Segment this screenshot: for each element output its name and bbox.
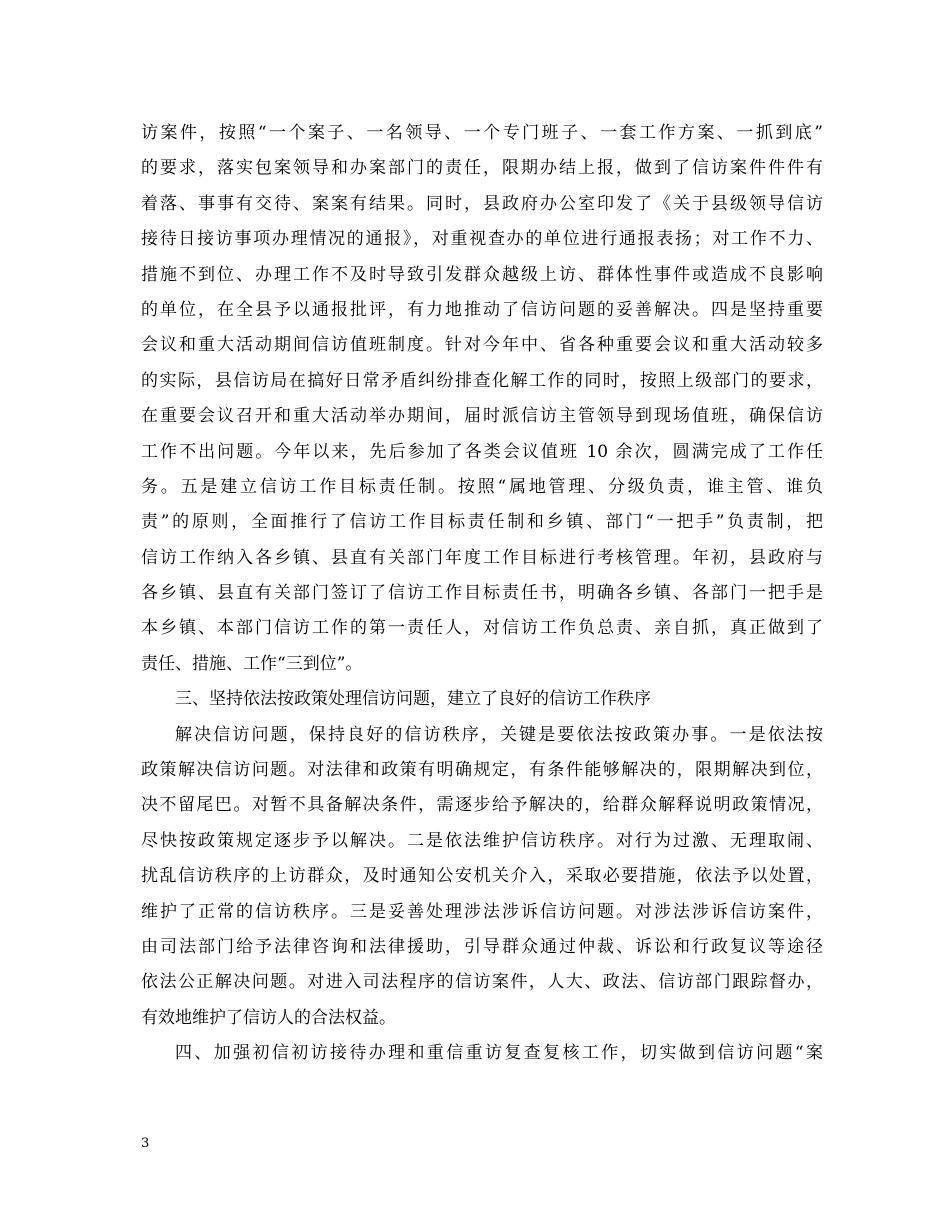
text-line: 着落、事事有交待、案案有结果。同时，县政府办公室印发了《关于县级领导信访	[141, 193, 823, 214]
text-line: 的实际，县信访局在搞好日常矛盾纠纷排查化解工作的同时，按照上级部门的要求，	[141, 370, 823, 391]
text-line: 决不留尾巴。对暂不具备解决条件，需逐步给予解决的，给群众解释说明政策情况，	[141, 795, 823, 816]
text-line: 的要求，落实包案领导和办案部门的责任，限期办结上报，做到了信访案件件件有	[141, 158, 823, 179]
text-line: 措施不到位、办理工作不及时导致引发群众越级上访、群体性事件或造成不良影响	[141, 264, 823, 285]
text-line: 会议和重大活动期间信访值班制度。针对今年中、省各种重要会议和重大活动较多	[141, 335, 823, 356]
text-line: 由司法部门给予法律咨询和法律援助，引导群众通过仲裁、诉讼和行政复议等途径	[141, 936, 823, 957]
text-line: 访案件，按照“一个案子、一名领导、一个专门班子、一套工作方案、一抓到底”	[141, 123, 823, 143]
text-line: 的单位，在全县予以通报批评，有力地推动了信访问题的妥善解决。四是坚持重要	[141, 299, 823, 320]
text-line: 政策解决信访问题。对法律和政策有明确规定，有条件能够解决的，限期解决到位，	[141, 760, 823, 781]
text-line: 工作不出问题。今年以来，先后参加了各类会议值班 10 余次，圆满完成了工作任	[141, 441, 823, 462]
text-line: 维护了正常的信访秩序。三是妥善处理涉法涉诉信访问题。对涉法涉诉信访案件，	[141, 901, 823, 922]
body-text	[141, 116, 823, 1072]
section-heading: 四、加强初信初访接待办理和重信重访复查复核工作，切实做到信访问题“案	[175, 1043, 823, 1064]
text-line: 责任、措施、工作“三到位”。	[141, 653, 363, 674]
text-line: 在重要会议召开和重大活动举办期间，届时派信访主管领导到现场值班，确保信访	[141, 406, 823, 427]
text-line: 依法公正解决问题。对进入司法程序的信访案件，人大、政法、信访部门跟踪督办，	[141, 972, 823, 993]
text-line: 责”的原则，全面推行了信访工作目标责任制和乡镇、部门“一把手”负责制，把	[141, 512, 823, 533]
text-line: 本乡镇、本部门信访工作的第一责任人，对信访工作负总责、亲自抓，真正做到了	[141, 618, 823, 639]
text-line: 各乡镇、县直有关部门签订了信访工作目标责任书，明确各乡镇、各部门一把手是	[141, 583, 823, 604]
text-line: 解决信访问题，保持良好的信访秩序，关键是要依法按政策办事。一是依法按	[175, 724, 823, 745]
text-line: 务。五是建立信访工作目标责任制。按照“属地管理、分级负责，谁主管、谁负	[141, 476, 823, 497]
text-line: 有效地维护了信访人的合法权益。	[141, 1007, 396, 1028]
section-heading: 三、坚持依法按政策处理信访问题，建立了良好的信访工作秩序	[175, 689, 651, 710]
text-line: 信访工作纳入各乡镇、县直有关部门年度工作目标进行考核管理。年初，县政府与	[141, 547, 823, 568]
page-number: 3	[141, 1136, 150, 1151]
text-line: 接待日接访事项办理情况的通报》，对重视查办的单位进行通报表扬；对工作不力、	[141, 229, 823, 250]
text-line: 扰乱信访秩序的上访群众，及时通知公安机关介入，采取必要措施，依法予以处置，	[141, 866, 823, 887]
text-line: 尽快按政策规定逐步予以解决。二是依法维护信访秩序。对行为过激、无理取闹、	[141, 830, 823, 851]
